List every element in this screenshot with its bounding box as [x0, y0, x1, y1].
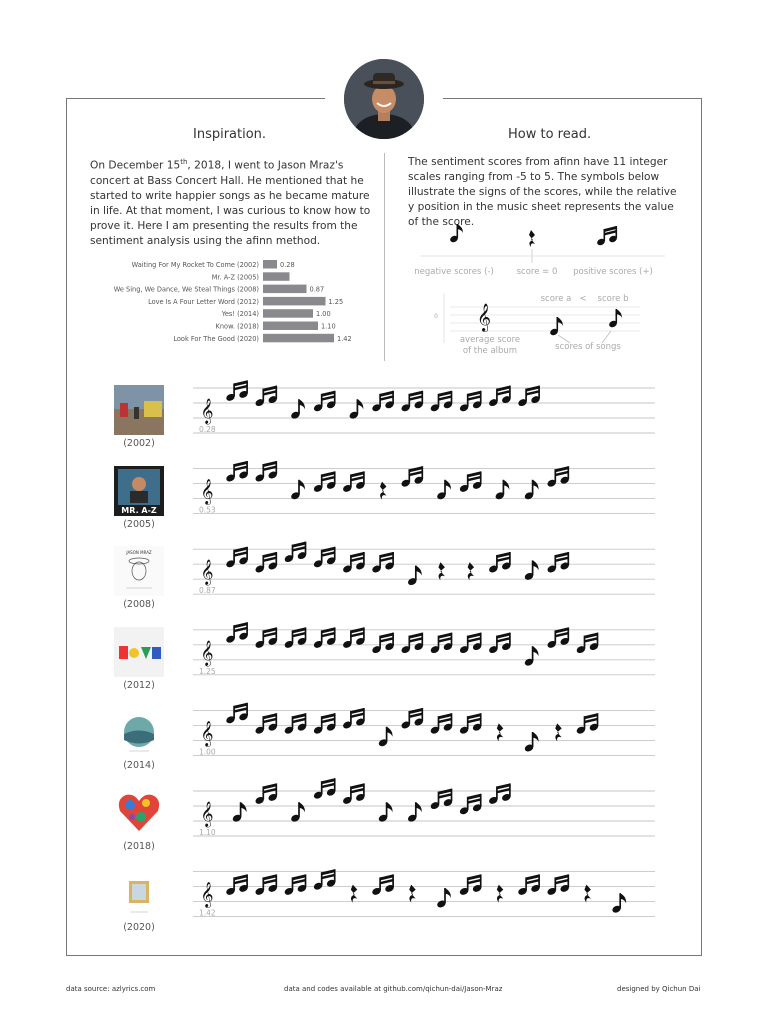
negative-song-note: [524, 480, 539, 501]
positive-song-note: [254, 552, 278, 574]
positive-song-note: [459, 794, 483, 816]
bar-category-label: Know. (2018): [215, 322, 259, 331]
positive-song-note: [313, 547, 337, 569]
positive-song-note: [517, 874, 541, 896]
positive-song-note: [225, 874, 249, 896]
positive-song-note: [225, 547, 249, 569]
legend-average-label-2: of the album: [462, 346, 518, 356]
zero-song-rest: [555, 723, 562, 741]
positive-song-note: [342, 627, 366, 649]
positive-song-note: [400, 391, 424, 413]
positive-song-note: [488, 386, 512, 408]
legend-songs-label: scores of songs: [555, 342, 621, 352]
negative-song-note: [290, 399, 305, 420]
album-average-label: 1.10: [199, 828, 216, 837]
bar-category-label: We Sing, We Dance, We Steal Things (2008): [113, 285, 259, 294]
album-staff: [193, 703, 655, 757]
positive-song-note: [459, 713, 483, 735]
positive-song-note: [342, 552, 366, 574]
album-staff: [193, 380, 655, 434]
bar-value-label: 0.28: [280, 261, 295, 269]
album-staff: [193, 778, 655, 837]
negative-song-note: [290, 802, 305, 823]
legend-zero-tick: 0: [434, 313, 438, 320]
positive-song-note: [546, 552, 570, 574]
footer-designer: designed by Qichun Dai: [617, 985, 701, 993]
album-year-label: (2008): [123, 599, 155, 611]
bar-category-label: Love Is A Four Letter Word (2012): [148, 297, 259, 306]
positive-song-note: [430, 391, 454, 413]
legend-score-b: score b: [597, 294, 629, 304]
legend-positive-label: positive scores (+): [573, 267, 653, 277]
negative-song-note: [378, 727, 393, 748]
album-staff: [193, 622, 655, 676]
footer-codes: data and codes available at github.com/qichun-dai/Jason-Mraz: [284, 985, 503, 993]
positive-song-note: [371, 874, 395, 896]
positive-song-note: [284, 874, 308, 896]
positive-song-note: [342, 708, 366, 730]
positive-song-note: [371, 633, 395, 655]
album-staff: [193, 542, 655, 596]
negative-song-note: [348, 399, 363, 420]
positive-song-note: [254, 874, 278, 896]
positive-song-note: [576, 713, 600, 735]
positive-song-note: [313, 391, 337, 413]
positive-song-note: [342, 471, 366, 493]
positive-song-note: [284, 627, 308, 649]
album-year-label: (2020): [123, 921, 155, 933]
album-year-label: (2018): [123, 841, 155, 852]
positive-song-note: [254, 713, 278, 735]
how-to-read-heading: How to read.: [508, 127, 592, 142]
album-average-label: 1.42: [199, 908, 216, 918]
positive-song-note: [313, 778, 337, 800]
negative-song-note: [378, 802, 393, 823]
positive-song-note: [313, 869, 337, 891]
bar-value-label: 1.42: [337, 334, 352, 343]
album-average-label: 0.87: [199, 586, 216, 596]
bar-value-label: 1.00: [316, 310, 331, 319]
inspiration-heading: Inspiration.: [193, 127, 267, 142]
negative-song-note: [524, 560, 539, 581]
positive-song-note: [342, 783, 366, 805]
positive-song-note: [371, 391, 395, 413]
legend-zero-label: score = 0: [516, 267, 558, 277]
zero-song-rest: [497, 723, 504, 741]
treble-clef: 𝄞: [200, 560, 214, 586]
positive-song-note: [459, 874, 483, 896]
positive-song-note: [254, 386, 278, 408]
negative-song-note: [436, 888, 451, 909]
bar-value-label: 0.87: [309, 285, 325, 294]
negative-song-note: [407, 566, 422, 587]
bar-category-label: Look For The Good (2020): [173, 334, 259, 343]
positive-song-note: [517, 386, 541, 408]
album-year-label: (2005): [123, 518, 155, 530]
positive-song-note: [371, 552, 395, 574]
album-average-label: 0.28: [199, 425, 216, 434]
positive-song-note: [313, 713, 337, 735]
positive-song-note: [225, 622, 249, 644]
positive-song-note: [284, 542, 308, 564]
zero-song-rest: [380, 482, 387, 500]
positive-song-note: [459, 471, 483, 493]
negative-song-note: [524, 732, 539, 753]
album-staff: [193, 461, 655, 515]
bar-value-label: 1.10: [321, 322, 336, 331]
treble-clef: 𝄞: [200, 802, 214, 827]
inspiration-text: On December 15th, 2018, I went to Jason Mraz's concert at Bass Concert Hall. He mentioned that he started to write happier songs as he became mature in life. At that moment, I was curious to know how to prove it. Here I am presenting the results from the sentiment analysis using the afinn method.: [90, 158, 371, 247]
footer-source: data source: azlyrics.com: [66, 985, 156, 993]
treble-clef: 𝄞: [200, 399, 214, 424]
zero-song-rest: [351, 885, 358, 903]
positive-song-note: [546, 627, 570, 649]
positive-song-note: [459, 391, 483, 413]
treble-clef: 𝄞: [200, 479, 214, 505]
bar-category-label: Mr. A-Z (2005): [211, 273, 259, 282]
album-year-label: (2012): [123, 679, 155, 691]
positive-song-note: [488, 552, 512, 574]
positive-song-note: [254, 461, 278, 483]
positive-song-note: [459, 633, 483, 655]
positive-song-note: [225, 703, 249, 725]
positive-song-note: [254, 783, 278, 805]
bar-category-label: Yes! (2014): [221, 310, 259, 319]
positive-song-note: [488, 633, 512, 655]
legend-negative-label: negative scores (-): [414, 267, 494, 277]
positive-song-note: [254, 627, 278, 649]
negative-song-note: [494, 480, 509, 501]
album-year-label: (2014): [123, 760, 155, 772]
treble-clef: 𝄞: [200, 882, 214, 908]
treble-clef: 𝄞: [200, 721, 214, 747]
treble-clef: 𝄞: [200, 640, 214, 666]
svg-text:MR. A-Z: MR. A-Z: [121, 506, 157, 515]
positive-song-note: [546, 466, 570, 488]
positive-song-note: [400, 466, 424, 488]
how-to-read-text: The sentiment scores from afinn have 11 integer scales ranging from -5 to 5. The symbols below illustrate the signs of the scores, while the relative y position in the music sheet represents the value of the score.: [408, 156, 677, 228]
positive-song-note: [430, 633, 454, 655]
legend-treble-clef: 𝄞: [476, 303, 492, 331]
positive-song-note: [430, 789, 454, 811]
positive-song-note: [546, 874, 570, 896]
album-average-label: 1.25: [199, 666, 216, 676]
legend-average-label-1: average score: [459, 335, 521, 345]
positive-song-note: [430, 713, 454, 735]
zero-song-rest: [497, 885, 504, 903]
positive-song-note: [225, 380, 249, 402]
positive-song-note: [400, 633, 424, 655]
legend-less-than: <: [579, 294, 587, 304]
album-staff: [193, 869, 655, 917]
svg-text:JASON MRAZ: JASON MRAZ: [126, 550, 152, 555]
zero-song-rest: [438, 562, 445, 580]
negative-song-note: [232, 802, 247, 823]
album-average-label: 0.53: [199, 505, 216, 515]
bar-category-label: Waiting For My Rocket To Come (2002): [131, 261, 259, 269]
zero-song-rest: [584, 885, 591, 903]
zero-song-rest: [409, 885, 416, 903]
album-year-label: (2002): [123, 438, 155, 449]
negative-song-note: [407, 802, 422, 823]
negative-song-note: [436, 480, 451, 501]
positive-song-note: [576, 633, 600, 655]
negative-song-note: [290, 480, 305, 501]
positive-song-note: [488, 783, 512, 805]
bar-value-label: 1.25: [328, 297, 344, 306]
album-average-label: 1.00: [199, 747, 216, 757]
positive-song-note: [313, 471, 337, 493]
positive-song-note: [284, 713, 308, 735]
positive-song-note: [225, 461, 249, 483]
legend-score-a: score a: [540, 294, 572, 304]
negative-song-note: [524, 646, 539, 667]
zero-song-rest: [468, 562, 475, 580]
negative-song-note: [611, 893, 626, 914]
positive-song-note: [313, 627, 337, 649]
positive-song-note: [400, 708, 424, 730]
